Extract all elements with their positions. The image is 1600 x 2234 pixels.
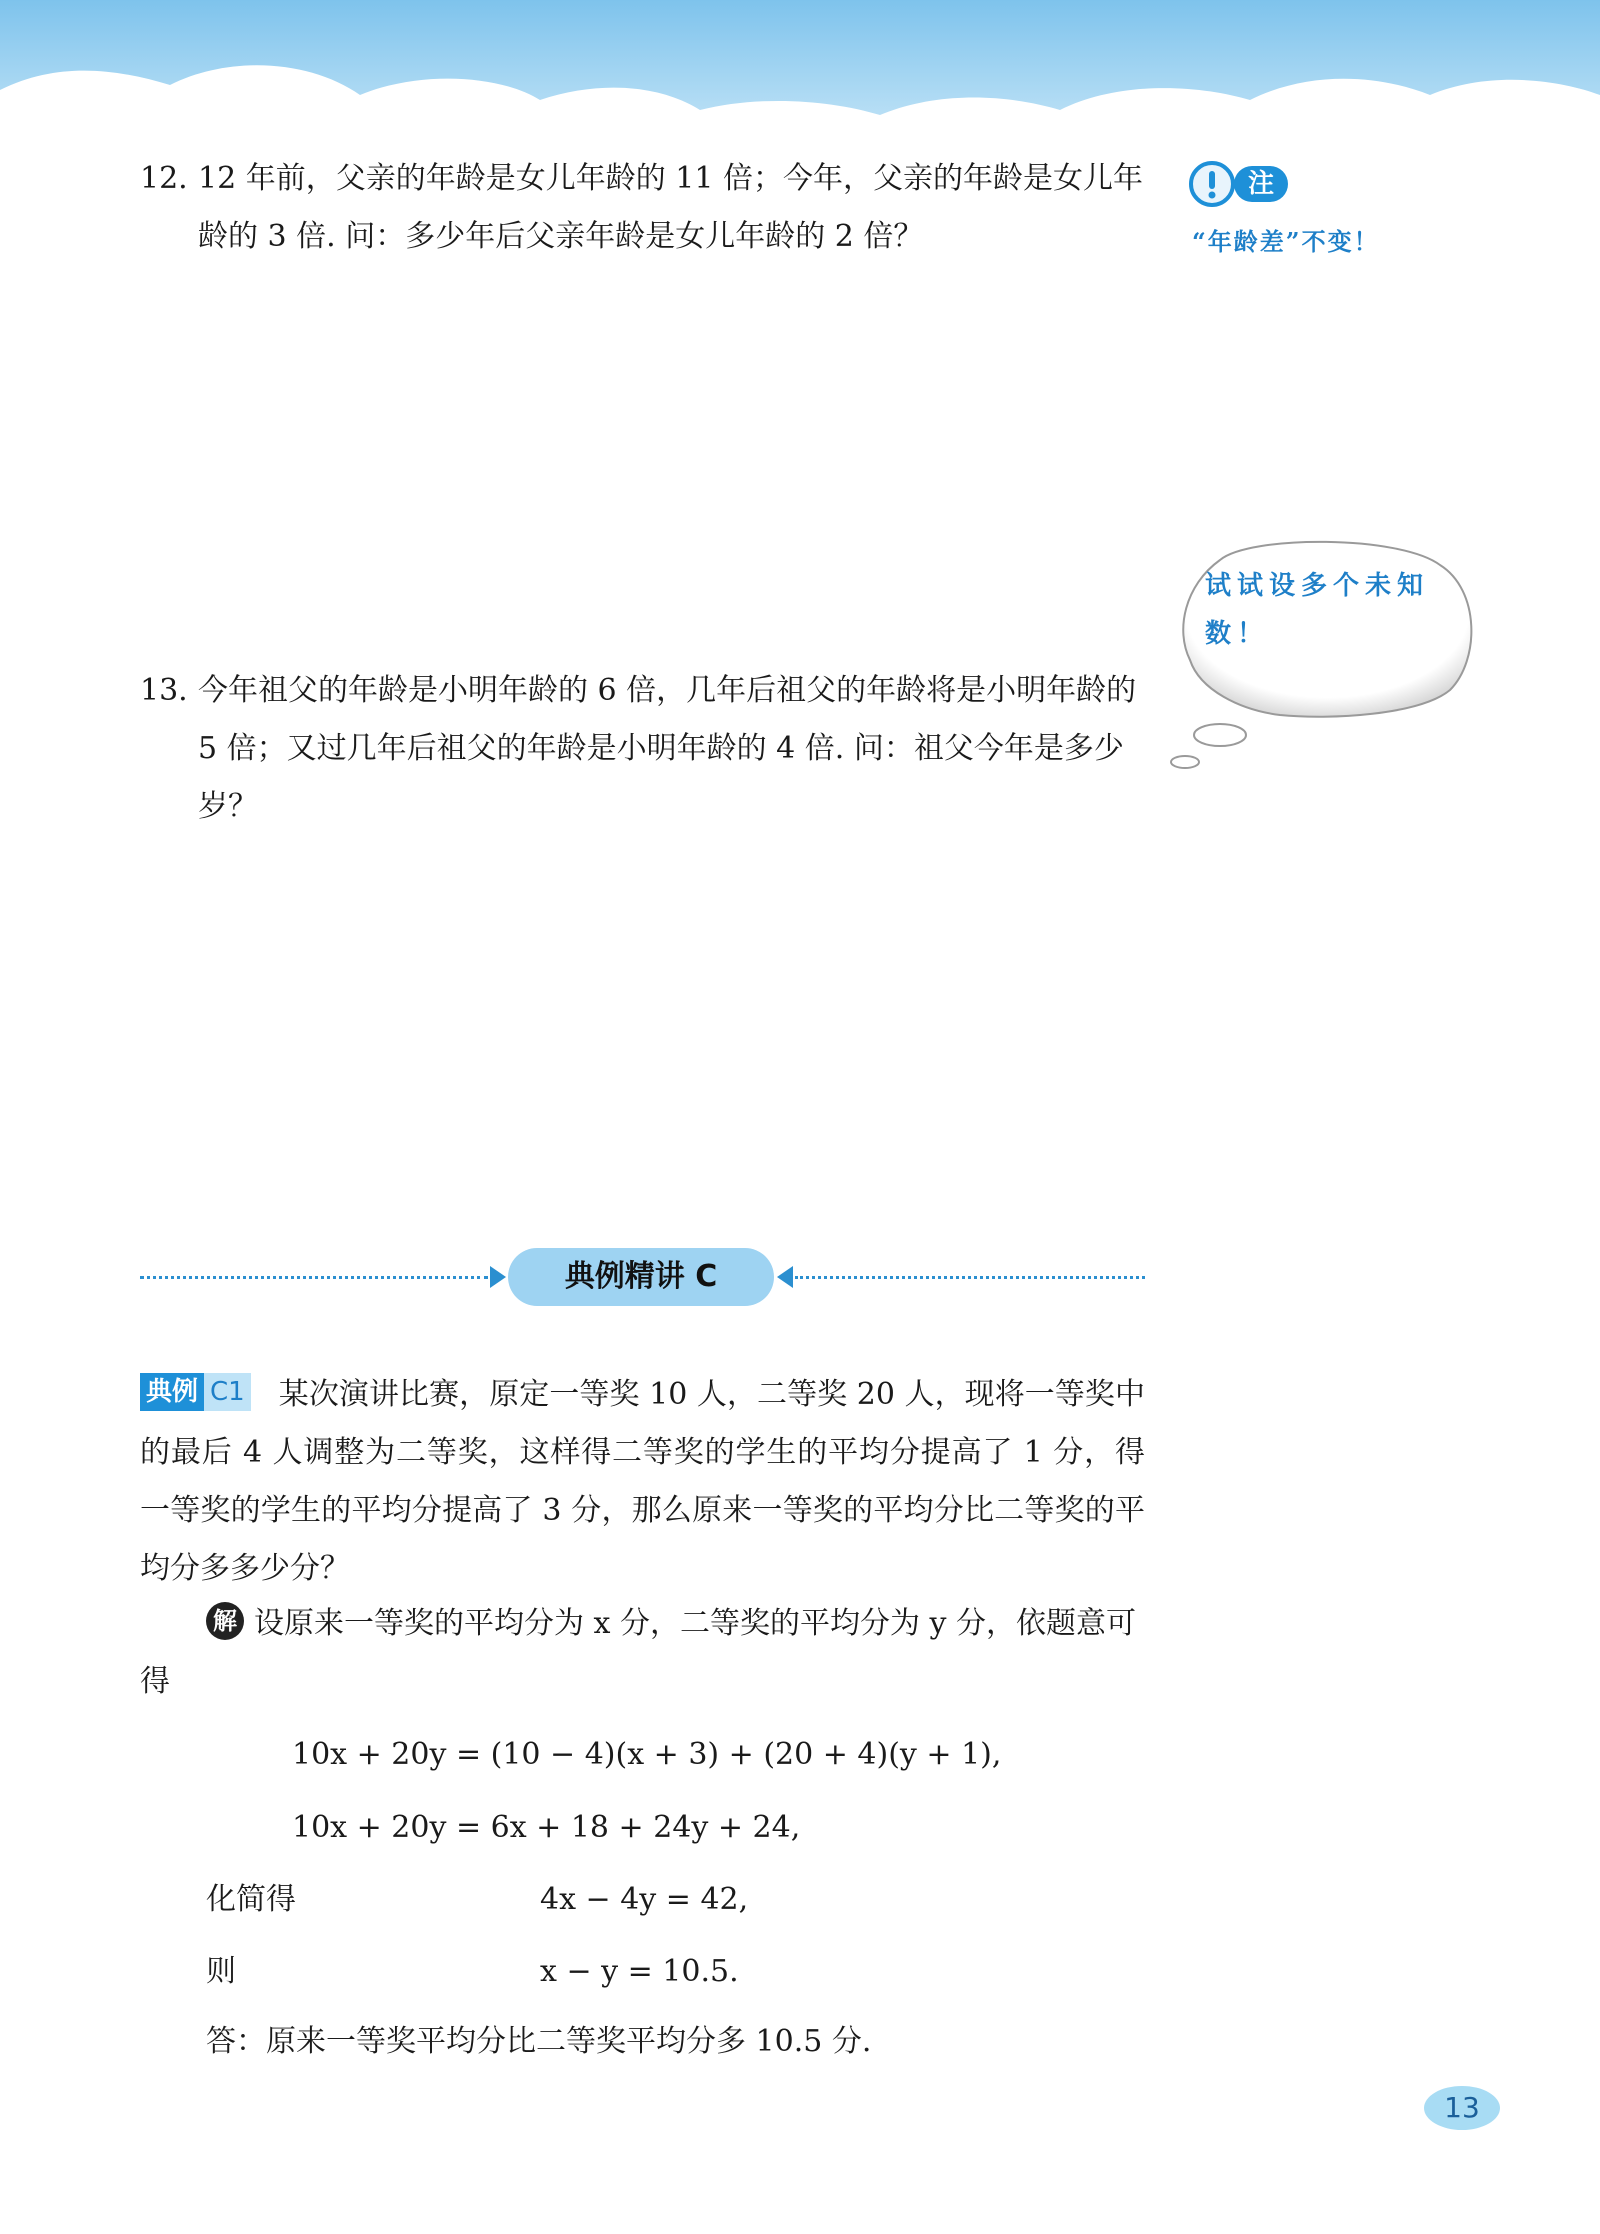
problem-12 [140,150,1145,266]
exclamation-icon [1188,160,1236,208]
problem-text: 今年祖父的年龄是小明年龄的 6 倍，几年后祖父的年龄将是小明年龄的 5 倍；又过几年后祖父的年龄是小明年龄的 4 倍. 问：祖父今年是多少岁？ [198,673,1137,824]
equation-2: 10x + 20y = 6x + 18 + 24y + 24, [292,1810,801,1845]
note-text: “年龄差”不变！ [1192,227,1380,256]
dotted-rule-right [795,1276,1145,1279]
example-tag-id: C1 [204,1373,251,1411]
header-cloud-banner [0,0,1600,150]
equation-label-then: 则 [206,1954,236,1989]
equation-3: 4x − 4y = 42, [540,1882,749,1917]
problem-text: 12 年前，父亲的年龄是女儿年龄的 11 倍；今年，父亲的年龄是女儿年龄的 3 倍. 问：多少年后父亲年龄是女儿年龄的 2 倍？ [198,161,1143,254]
problem-number: 13. [140,673,188,708]
equation-label-simplify: 化简得 [206,1882,296,1917]
equation-1: 10x + 20y = (10 − 4)(x + 3) + (20 + 4)(y + 1), [292,1737,1002,1772]
section-title: 典例精讲 C [508,1248,774,1306]
problem-13 [140,662,1145,836]
example-c1 [140,1366,1145,1598]
solution-icon: 解 [206,1602,244,1640]
equation-4: x − y = 10.5. [540,1954,739,1989]
problem-number: 12. [140,161,188,196]
page-number-text: 13 [1444,2091,1480,2124]
dotted-rule-left [140,1276,488,1279]
arrow-right-icon [490,1266,506,1288]
solution-intro [140,1595,1145,1711]
example-tag-label: 典例 [140,1373,204,1411]
solution-intro-text: 设原来一等奖的平均分为 x 分，二等奖的平均分为 y 分，依题意可得 [140,1606,1137,1699]
page-number [1422,2084,1502,2132]
note-badge: 注意 [1234,166,1288,202]
answer-text: 答：原来一等奖平均分比二等奖平均分多 10.5 分. [206,2024,872,2059]
example-text: 某次演讲比赛，原定一等奖 10 人，二等奖 20 人，现将一等奖中的最后 4 人调整为二等奖，这样得二等奖的学生的平均分提高了 1 分，得一等奖的学生的平均分提高了 3 分，那么原来一等奖的平均分比二等奖的平均分多多少分？ [140,1377,1145,1586]
arrow-left-icon [777,1266,793,1288]
bubble-hint: 试试设多个未知数！ [1205,571,1430,649]
example-tag [140,1372,251,1410]
section-divider [140,1248,1145,1308]
